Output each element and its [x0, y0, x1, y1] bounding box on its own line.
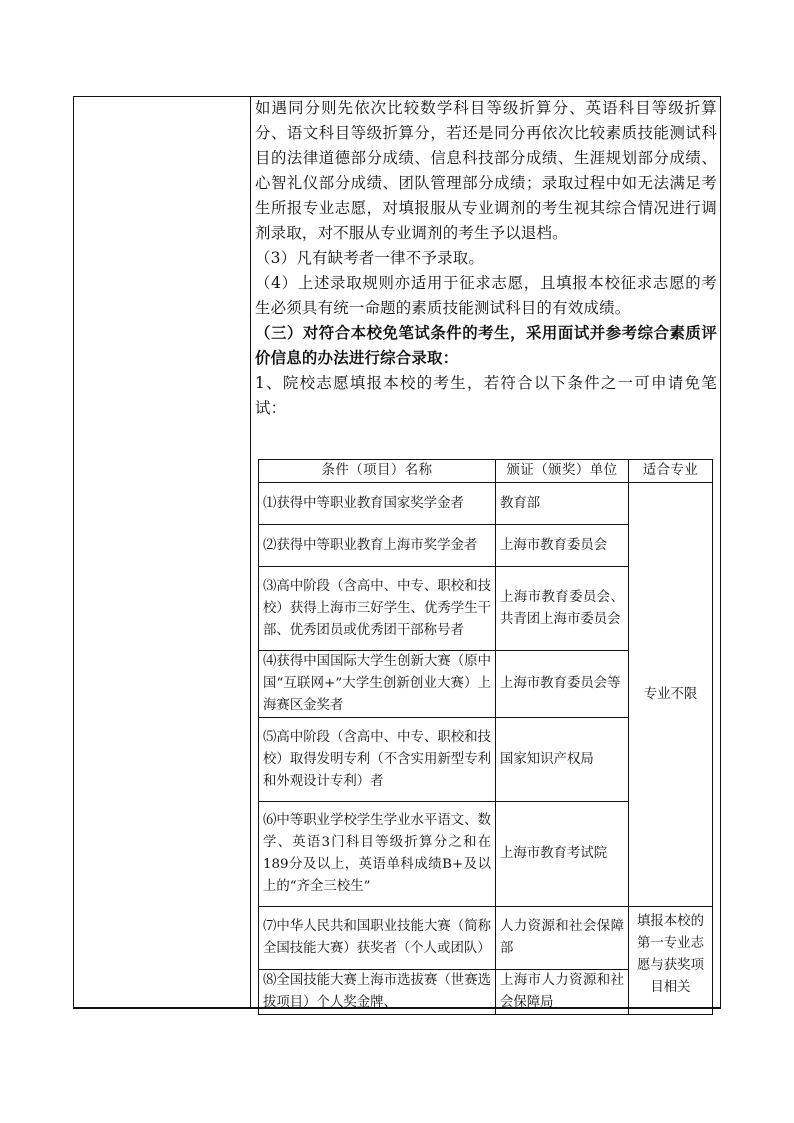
issuer-cell: 上海市教育委员会、共青团上海市委员会 — [496, 567, 629, 651]
exemption-conditions-table — [258, 459, 713, 1015]
paragraph-exemption-intro: 1、院校志愿填报本校的考生，若符合以下条件之一可申请免笔试： — [255, 374, 717, 417]
section-heading-exemption: （三）对符合本校免笔试条件的考生，采用面试并参考综合素质评价信息的办法进行综合录取： — [255, 324, 717, 367]
issuer-cell: 教育部 — [496, 483, 629, 525]
paragraph-solicitation-rule: （4）上述录取规则亦适用于征求志愿，且填报本校征求志愿的考生必须具有统一命题的素质技能测试科目的有效成绩。 — [255, 274, 717, 317]
issuer-cell: 上海市教育委员会等 — [496, 651, 629, 718]
paragraph-absence-rule: （3）凡有缺考者一律不予录取。 — [255, 249, 485, 267]
condition-cell: ⑻全国技能大赛上海市选拔赛（世赛选拔项目）个人奖金牌、 — [259, 970, 496, 1015]
condition-cell: ⑸高中阶段（含高中、中专、职校和技校）取得发明专利（不含实用新型专利和外观设计专利）者 — [259, 718, 496, 802]
condition-cell: ⑵获得中等职业教育上海市奖学金者 — [259, 525, 496, 567]
major-cell-related: 填报本校的第一专业志愿与获奖项目相关 — [629, 907, 713, 1015]
condition-cell: ⑷获得中国国际大学生创新大赛（原中国“互联网+”大学生创新创业大赛）上海赛区金奖者 — [259, 651, 496, 718]
paragraph-tiebreak-rules: 如遇同分则先依次比较数学科目等级折算分、英语科目等级折算分、语文科目等级折算分，若还是同分再依次比较素质技能测试科目的法律道德部分成绩、信息科技部分成绩、生涯规划部分成绩、心智礼仪部分成绩、团队管理部分成绩；录取过程中如无法满足考生所报专业志愿，对填报服从专业调剂的考生视其综合情况进行调剂录取，对不服从专业调剂的考生予以退档。 — [255, 99, 717, 242]
table-header-row — [259, 460, 713, 483]
condition-cell: ⑺中华人民共和国职业技能大赛（简称全国技能大赛）获奖者（个人或团队） — [259, 907, 496, 970]
header-major: 适合专业 — [629, 460, 713, 483]
major-cell-unrestricted: 专业不限 — [629, 483, 713, 907]
issuer-cell: 人力资源和社会保障部 — [496, 907, 629, 970]
header-condition: 条件（项目）名称 — [259, 460, 496, 483]
table-row — [259, 907, 713, 970]
outer-column-divider — [250, 96, 251, 1009]
issuer-cell: 国家知识产权局 — [496, 718, 629, 802]
condition-cell: ⑹中等职业学校学生学业水平语文、数学、英语3门科目等级折算分之和在189分及以上，英语单科成绩B+及以上的“齐全三校生” — [259, 802, 496, 907]
issuer-cell: 上海市教育考试院 — [496, 802, 629, 907]
condition-cell: ⑴获得中等职业教育国家奖学金者 — [259, 483, 496, 525]
table-row — [259, 483, 713, 525]
condition-cell: ⑶高中阶段（含高中、中专、职校和技校）获得上海市三好学生、优秀学生干部、优秀团员或优秀团干部称号者 — [259, 567, 496, 651]
issuer-cell: 上海市教育委员会 — [496, 525, 629, 567]
header-issuer: 颁证（颁奖）单位 — [496, 460, 629, 483]
issuer-cell: 上海市人力资源和社会保障局 — [496, 970, 629, 1015]
right-cell-content — [255, 96, 717, 421]
